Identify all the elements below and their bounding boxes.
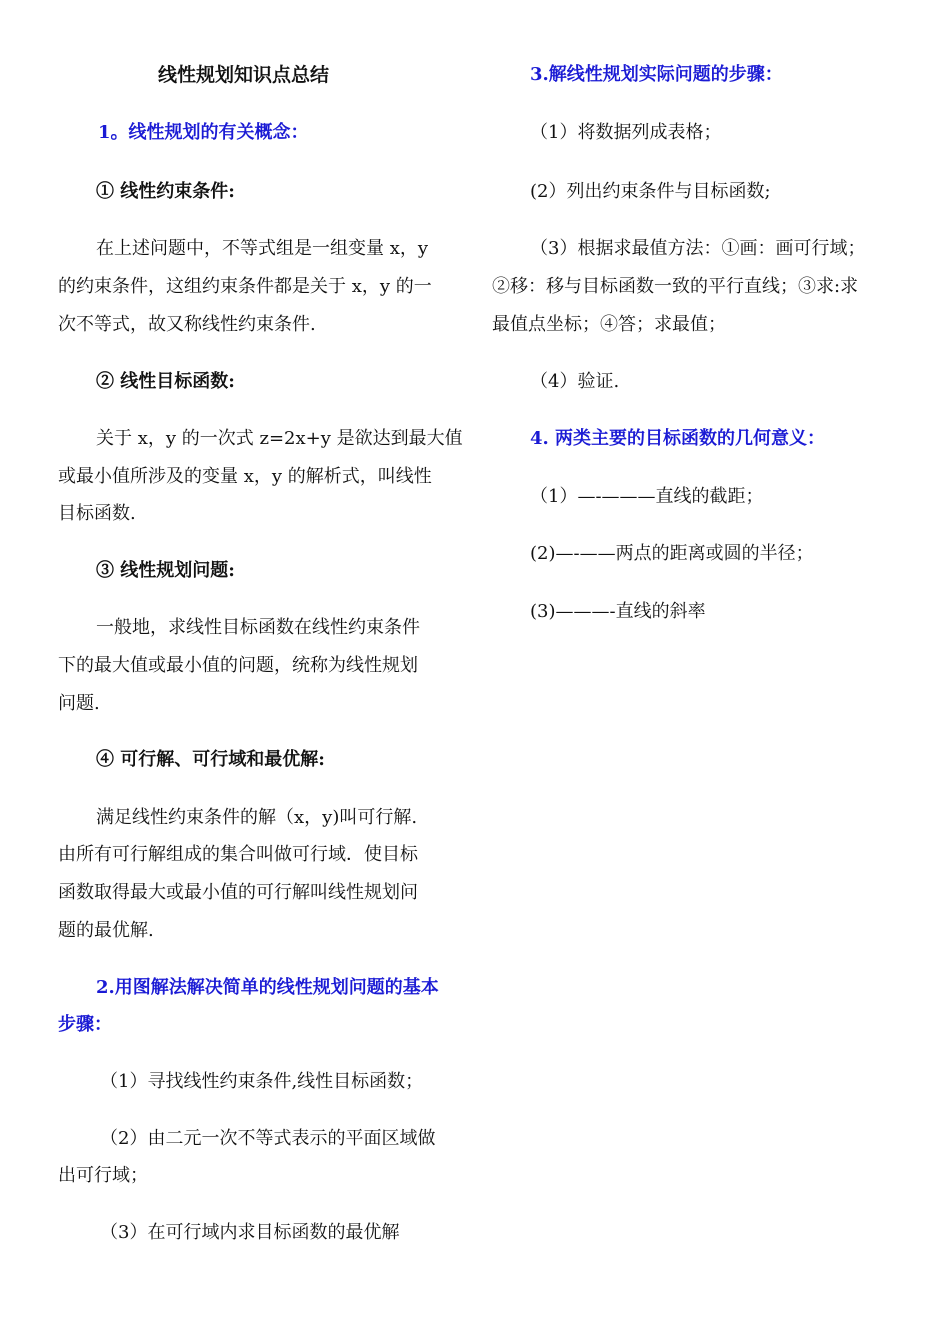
section3-step: （4）验证. [530, 371, 620, 392]
concept3-text-line: 一般地，求线性目标函数在线性约束条件 [96, 617, 420, 638]
section4-item: （1）—-———直线的截距； [530, 486, 764, 507]
concept4-text-line: 由所有可行解组成的集合叫做可行域．使目标 [58, 844, 418, 865]
section3-step-cont: 最值点坐标；④答；求最值； [492, 314, 726, 335]
section2-step-cont: 出可行域； [58, 1165, 148, 1186]
concept3-text-line: 下的最大值或最小值的问题，统称为线性规划 [58, 655, 418, 676]
section3-step: （1）将数据列成表格； [530, 122, 722, 143]
concept2-text-line: 或最小值所涉及的变量 x，y 的解析式，叫线性 [58, 466, 432, 487]
page-title: 线性规划知识点总结 [158, 64, 330, 86]
section3-step: （3）根据求最值方法：①画：画可行域； [530, 238, 866, 259]
concept3-heading: ③ 线性规划问题: [96, 560, 235, 581]
concept4-text-line: 满足线性约束条件的解（x，y)叫可行解. [96, 807, 418, 828]
section4-item: (2)—-——两点的距离或圆的半径； [530, 543, 814, 564]
section3-step-cont: ②移：移与目标函数一致的平行直线；③求:求 [492, 276, 859, 297]
concept1-text-line: 次不等式，故又称线性约束条件. [58, 314, 316, 335]
concept1-heading: ① 线性约束条件: [96, 181, 235, 202]
concept4-heading: ④ 可行解、可行域和最优解: [96, 749, 325, 770]
section3-step: (2）列出约束条件与目标函数; [530, 181, 771, 202]
section2-heading-cont: 步骤： [58, 1014, 112, 1035]
section4-item: (3)———-直线的斜率 [530, 601, 706, 622]
concept2-text-line: 目标函数. [58, 503, 136, 524]
section4-heading: 4. 两类主要的目标函数的几何意义： [530, 428, 826, 449]
section2-step: （3）在可行域内求目标函数的最优解 [100, 1222, 400, 1243]
section1-heading: 1。线性规划的有关概念： [98, 122, 309, 143]
concept4-text-line: 函数取得最大或最小值的可行解叫线性规划问 [58, 882, 418, 903]
section2-step: （1）寻找线性约束条件,线性目标函数； [100, 1071, 424, 1092]
concept2-heading: ② 线性目标函数: [96, 371, 235, 392]
section2-step: （2）由二元一次不等式表示的平面区域做 [100, 1128, 436, 1149]
section3-heading: 3.解线性规划实际问题的步骤： [530, 64, 783, 85]
concept1-text-line: 在上述问题中，不等式组是一组变量 x，y [96, 238, 429, 259]
concept1-text-line: 的约束条件，这组约束条件都是关于 x，y 的一 [58, 276, 432, 297]
concept4-text-line: 题的最优解. [58, 920, 154, 941]
section2-heading: 2.用图解法解决简单的线性规划问题的基本 [96, 977, 439, 998]
concept3-text-line: 问题. [58, 693, 100, 714]
concept2-text-line: 关于 x，y 的一次式 z=2x+y 是欲达到最大值 [96, 428, 463, 449]
